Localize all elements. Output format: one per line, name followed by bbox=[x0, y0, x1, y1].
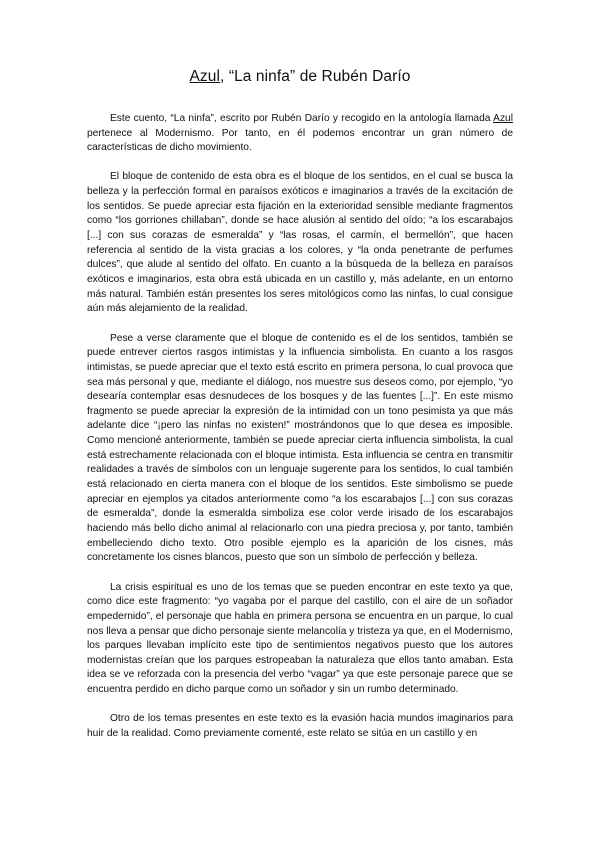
paragraph-intimismo: Pese a verse claramente que el bloque de contenido es el de los sentidos, también se puede entrever ciertos rasgos intimistas y la influencia simbolista. En cuanto a los rasgos intimistas, se puede apreciar que el texto está escrito en primera persona, lo cual provoca que sea más personal y que, mediante el diálogo, nos muestre sus deseos como, por ejemplo, “yo desearía contemplar esas desnudeces de los bosques y de las fuentes [...]”. En este mismo fragmento se puede apreciar la expresión de la intimidad con un tono pesimista ya que más adelante dice “¡pero las ninfas no existen!” mostrándonos que lo que desea es imposible. Como mencioné anteriormente, también se puede apreciar cierta influencia simbolista, la cual está estrechamente relacionada con el bloque intimista. Esta influencia se centra en transmitir realidades a través de símbolos con un lenguaje sugerente para los sentidos, lo cual también está relacionado en cierta manera con el bloque de los sentidos. Este simbolismo se puede apreciar en ejemplos ya citados anteriormente como “a los escarabajos [...] con sus corazas de esmeralda”, donde la esmeralda simboliza ese color verde irisado de los escarabajos haciendo más bello dicho animal al relacionarlo con una piedra preciosa y, por tanto, también embelleciendo dicho texto. Otro posible ejemplo es la aparición de los cisnes, más concretamente los cisnes blancos, puesto que son un símbolo de perfección y belleza. bbox=[87, 332, 513, 564]
paragraph-intro bbox=[87, 112, 513, 156]
paragraph-intro-post: pertenece al Modernismo. Por tanto, en él podemos encontrar un gran número de características de dicho movimiento. bbox=[87, 127, 513, 154]
paragraph-crisis: La crisis espiritual es uno de los temas que se pueden encontrar en este texto ya que, como dice este fragmento: “yo vagaba por el parque del castillo, con el aire de un soñador empedernido”, el personaje que habla en primera persona se encuentra en un parque, lo cual nos lleva a pensar que dicho personaje siente melancolía y tristeza ya que, en el Modernismo, los parques llevaban implícito este tipo de sentimientos negativos puesto que los autores modernistas creían que los parques estropeaban la naturaleza que ellos tanto amaban. Esta idea se ve reforzada con la presencia del verbo “vagar” ya que este personaje parece que se encuentra perdido en dicho parque como un soñador y sin un rumbo determinado. bbox=[87, 581, 513, 696]
document-page bbox=[87, 68, 513, 756]
paragraph-sentidos: El bloque de contenido de esta obra es el bloque de los sentidos, en el cual se busca la belleza y la perfección formal en paraísos exóticos e imaginarios a través de la excitación de los sentidos. Se puede apreciar esta fijación en la exterioridad sensible mediante fragmentos como “los gorriones chillaban”, donde se hace alusión al sentido del oído; “a los escarabajos [...] con sus corazas de esmeralda” y “las rosas, el carmín, el bermellón”, que hacen referencia al sentido de la vista gracias a los colores, y “la onda penetrante de perfumes dulces”, que alude al sentido del olfato. En cuanto a la búsqueda de la belleza en paraísos exóticos e imaginarios, esta obra está ubicada en un castillo y, más adelante, en un entorno más natural. También están presentes los seres mitológicos como las ninfas, lo cual consigue aún más alejamiento de la realidad. bbox=[87, 171, 513, 315]
document-title bbox=[87, 68, 513, 86]
paragraph-intro-pre: Este cuento, “La ninfa”, escrito por Rubén Darío y recogido en la antología llamada bbox=[110, 113, 494, 124]
paragraph-intro-book: Azul bbox=[493, 113, 513, 124]
title-book-name: Azul bbox=[189, 68, 220, 85]
title-rest: , “La ninfa” de Rubén Darío bbox=[220, 68, 411, 85]
paragraph-evasion: Otro de los temas presentes en este texto es la evasión hacia mundos imaginarios para huir de la realidad. Como previamente comenté, este relato se sitúa en un castillo y en bbox=[87, 713, 513, 739]
